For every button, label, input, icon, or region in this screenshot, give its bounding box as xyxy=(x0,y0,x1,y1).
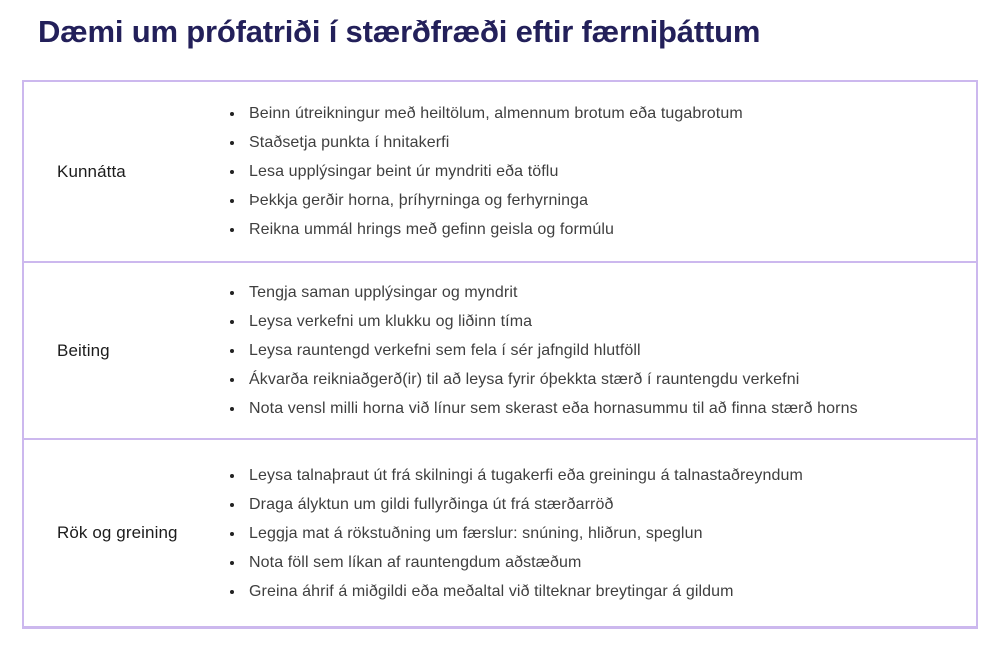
table-row-beiting xyxy=(24,261,976,438)
list-item: • Lesa upplýsingar beint úr myndriti eða töflu xyxy=(245,157,950,186)
row-content-kunnatta xyxy=(202,99,976,244)
row-label-kunnatta: Kunnátta xyxy=(57,161,126,181)
list-item: • Leysa verkefni um klukku og liðinn tíma xyxy=(245,307,950,336)
list-item: • Tengja saman upplýsingar og myndrit xyxy=(245,278,950,307)
row-content-beiting xyxy=(202,278,976,423)
bullet-list-kunnatta xyxy=(202,99,950,244)
list-item: • Þekkja gerðir horna, þríhyrninga og ferhyrninga xyxy=(245,186,950,215)
list-item: • Ákvarða reikniaðgerð(ir) til að leysa fyrir óþekkta stærð í rauntengdu verkefni xyxy=(245,365,950,394)
bullet-list-beiting xyxy=(202,278,950,423)
list-item: • Staðsetja punkta í hnitakerfi xyxy=(245,128,950,157)
table-row-rok-og-greining xyxy=(24,438,976,626)
list-item: • Leysa rauntengd verkefni sem fela í sér jafngild hlutföll xyxy=(245,336,950,365)
list-item: • Nota vensl milli horna við línur sem skerast eða hornasummu til að finna stærð horns xyxy=(245,394,865,423)
list-item: • Beinn útreikningur með heiltölum, almennum brotum eða tugabrotum xyxy=(245,99,950,128)
list-item: • Reikna ummál hrings með gefinn geisla og formúlu xyxy=(245,215,950,244)
bullet-list-rok-og-greining xyxy=(202,461,950,606)
page-title: Dæmi um prófatriði í stærðfræði eftir færniþáttum xyxy=(38,14,761,49)
row-label-beiting: Beiting xyxy=(57,340,110,360)
table-row-kunnatta xyxy=(24,82,976,261)
list-item: • Leggja mat á rökstuðning um færslur: snúning, hliðrun, speglun xyxy=(245,519,950,548)
list-item: • Leysa talnaþraut út frá skilningi á tugakerfi eða greiningu á talnastaðreyndum xyxy=(245,461,825,490)
row-label-rok-og-greining: Rök og greining xyxy=(57,523,178,542)
list-item: • Draga ályktun um gildi fullyrðinga út frá stærðarröð xyxy=(245,490,950,519)
list-item: • Nota föll sem líkan af rauntengdum aðstæðum xyxy=(245,548,950,577)
row-content-rok-og-greining xyxy=(202,461,976,606)
skills-table xyxy=(22,80,978,629)
list-item: • Greina áhrif á miðgildi eða meðaltal við tilteknar breytingar á gildum xyxy=(245,577,950,606)
